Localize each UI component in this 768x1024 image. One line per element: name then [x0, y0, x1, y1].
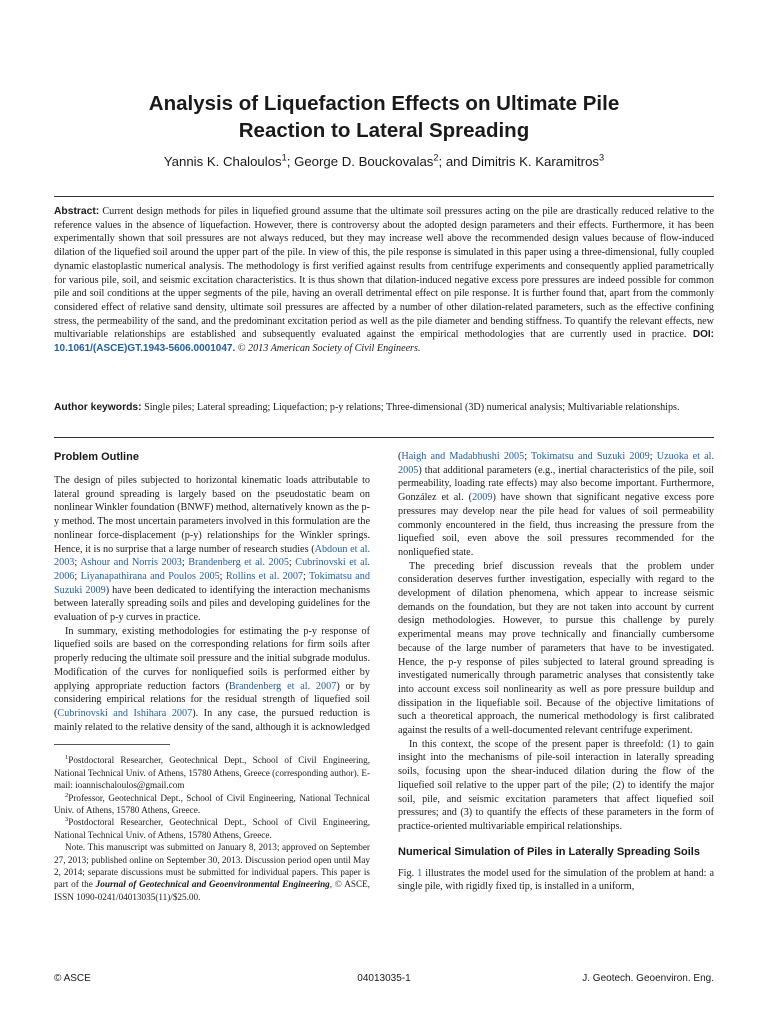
- author-3: and Dimitris K. Karamitros: [445, 154, 600, 169]
- paragraph-text: ) that additional parameters (e.g., inertial characteristics of the pile, soil permeability, loading rate effects) may also become important. Furthermore, González et al. (: [398, 464, 714, 504]
- section-heading-problem-outline: Problem Outline: [54, 451, 139, 463]
- author-1: Yannis K. Chaloulos: [163, 154, 282, 169]
- author-2: George D. Bouckovalas: [294, 154, 434, 169]
- citation[interactable]: Uzuoka et al. 2005: [398, 451, 714, 476]
- paragraph-text: ) or by considering empirical relations for the residual strength of liquefied soil (: [54, 680, 370, 719]
- paragraph: In this context, the scope of the present paper is threefold: (1) to gain insight into the mechanisms of pile-soil interaction in laterally spreading soils, focusing upon the shear-induced dilation during the flow of the liquefied soil relative to the upper part of the pile; (2) to identify the major soil, pile, and seismic excitation parameters that affect liquefied soil pressures; and (3) to quantify the effects of these parameters in the form of practice-oriented multivariable empirical relationships.: [398, 738, 714, 832]
- paragraph-text: ) have shown that significant negative excess pore pressures may develop near the pile head for values of soil permeability commonly encountered in the field, thus increasing the pressure from the liquefied soil, even above the soil pressures recommended for the nonliquefied state.: [398, 492, 715, 558]
- note-text: , © ASCE, ISSN 1090-0241/04013035(11)/$25.00.: [54, 879, 370, 902]
- citation[interactable]: Tokimatsu and Suzuki 2009: [531, 451, 650, 462]
- citation[interactable]: Brandenberg et al. 2007: [228, 680, 337, 692]
- citation[interactable]: Brandenberg et al. 2005: [188, 557, 289, 569]
- paragraph-text: Fig.: [398, 867, 418, 879]
- citation[interactable]: Rollins et al. 2007: [225, 570, 304, 582]
- citation[interactable]: Liyanapathirana and Poulos 2005: [80, 570, 220, 582]
- figure-reference[interactable]: 1: [417, 867, 423, 879]
- author-1-affil: 1: [281, 152, 287, 163]
- citation[interactable]: Tokimatsu and Suzuki 2009: [54, 570, 370, 596]
- footnote-1: $^1$Postdoctoral Researcher, Geotechnical Dept., School of Civil Engineering, National Technical Univ. of Athens, 15780 Athens, Greece (corresponding author). E-mail: ioannischaloulos@gmail.com: [54, 754, 370, 791]
- footer-page-id: 04013035-1: [357, 973, 411, 984]
- author-keywords: [54, 401, 714, 415]
- footnote-3: $^3$Postdoctoral Researcher, Geotechnical Dept., School of Civil Engineering, National Technical Univ. of Athens, 15780 Athens, Greece.: [54, 816, 370, 840]
- abstract-label: Abstract:: [54, 206, 100, 217]
- citation[interactable]: Abdoun et al. 2003: [54, 543, 370, 569]
- paragraph-text: In summary, existing methodologies for estimating the p-y response of liquefied soils are based on the corresponding relations for firm soils after properly reducing the ultimate soil pressure and the initial subgrade modulus. Modification of the curves for nonliquefied soils is performed either by applying appropriate reduction factors (: [54, 625, 370, 692]
- paragraph: The preceding brief discussion reveals that the problem under consideration deserves further investigation, especially with regard to the development of dilation phenomena, which appear to increase seismic demands on the foundation, but they are not taken into account by current design methodologies. However, to pursue this challenge by purely experimental means may prove technically and financially cumbersome because of the large number of parameters that have to be investigated. Hence, the p-y response of piles subjected to lateral ground spreading is investigated numerically through parametric analyses that consistently take into account excess soil nonlinearity as well as pore pressure buildup and dissipation in the liquefiable soil. Because of the objective limitations of such a theoretical approach, the numerical methodology is first calibrated against the results of a well-documented relevant centrifuge experiment.: [398, 560, 714, 737]
- right-column: [398, 450, 714, 894]
- abstract: [54, 205, 714, 356]
- left-column: [54, 450, 370, 903]
- author-separator: ;: [438, 154, 446, 169]
- author-list: [60, 153, 708, 171]
- author-2-affil: 2: [433, 152, 439, 163]
- paragraph-text: illustrates the model used for the simulation of the problem at hand: a single pile, with rigidly fixed tip, is installed in a uniform,: [398, 867, 715, 893]
- author-separator: ;: [286, 154, 295, 169]
- footnote-2: $^2$Professor, Geotechnical Dept., School of Civil Engineering, National Technical Univ. of Athens, 15780 Athens, Greece.: [54, 791, 370, 815]
- section-heading-numerical-simulation: Numerical Simulation of Piles in Laterally Spreading Soils: [398, 845, 700, 858]
- manuscript-note: [54, 841, 370, 903]
- title-line-2: Reaction to Lateral Spreading: [238, 119, 530, 142]
- keywords-text: Single piles; Lateral spreading; Liquefaction; p-y relations; Three-dimensional (3D) numerical analysis; Multivariable relationships.: [141, 402, 680, 413]
- copyright-notice: © 2013 American Society of Civil Engineers.: [235, 343, 421, 355]
- paragraph-text: ) have been dedicated to identifying the interaction mechanisms between laterally spreading soils and piles and developing guidelines for the evaluation of p-y curves in practice.: [54, 584, 370, 624]
- paragraph-text: (: [398, 451, 402, 462]
- paragraph: [54, 625, 370, 735]
- doi-link[interactable]: 10.1061/(ASCE)GT.1943-5606.0001047.: [54, 343, 236, 355]
- title-line-1: Analysis of Liquefaction Effects on Ultimate Pile: [148, 92, 620, 115]
- footnote-text: Postdoctoral Researcher, Geotechnical Dept., School of Civil Engineering, National Technical Univ. of Athens, 15780 Athens, Greece.: [54, 817, 370, 840]
- paragraph-text: ). In any case, the pursued reduction is mainly related to the relative density of the sand, although it is acknowledged: [54, 707, 371, 733]
- paragraph: The design of piles subjected to horizontal kinematic loads attributable to lateral ground spreading is largely based on the pseudostatic beam on nonlinear Winkler foundation (BNWF) method, alternatively known as the p-y method. The most uncertain parameters involved in this formulation are the nonlinear force-displacement (p-y) relationships for the Winkler springs. Hence, it is no surprise that a large number of research studies (Abdoun et al. 2003; Ashour and Norris 2003; Brandenberg et al. 2005; Cubrinovski et al. 2006; Liyanapathirana and Poulos 2005; Rollins et al. 2007; Tokimatsu and Suzuki 2009) have been dedicated to identifying the interaction mechanisms between laterally spreading soils and piles and developing guidelines for the evaluation of p-y curves in practice.: [54, 475, 370, 624]
- keywords-label: Author keywords:: [54, 402, 142, 413]
- doi-label: DOI:: [686, 329, 715, 341]
- paragraph-text: The design of piles subjected to horizontal kinematic loads attributable to lateral ground spreading is largely based on the pseudostatic beam on nonlinear Winkler foundation (BNWF) method, alternatively known as the p-y method. The most uncertain parameters involved in this formulation are the nonlinear force-displacement (p-y) relationships for the Winkler springs. Hence, it is no surprise that a large number of research studies (: [54, 475, 370, 555]
- paragraph: (Haigh and Madabhushi 2005; Tokimatsu and Suzuki 2009; Uzuoka et al. 2005) that additional parameters (e.g., inertial characteristics of the pile, soil permeability, loading rate effects) may also become important. Furthermore, González et al. (2009) have shown that significant negative excess pore pressures may develop near the pile head for values of soil permeability commonly encountered in the field, thus increasing the pressure from the liquefied soil, even above the soil pressures recommended for the nonliquefied state.: [398, 451, 715, 558]
- footnote-rule: [54, 744, 170, 745]
- footnote-text: Postdoctoral Researcher, Geotechnical Dept., School of Civil Engineering, National Technical Univ. of Athens, 15780 Athens, Greece (corresponding author). E-mail: ioannischaloulos@gmail.com: [54, 755, 370, 791]
- paper-title: [60, 90, 708, 144]
- paragraph: [398, 867, 714, 894]
- footer-copyright: © ASCE: [54, 973, 91, 984]
- citation[interactable]: 2009: [472, 492, 493, 504]
- keywords-rule: [54, 437, 714, 438]
- header-rule: [54, 196, 714, 197]
- footer-journal: J. Geotech. Geoenviron. Eng.: [582, 973, 714, 984]
- citation[interactable]: Ashour and Norris 2003: [80, 557, 182, 569]
- citation[interactable]: Haigh and Madabhushi 2005: [401, 451, 525, 462]
- citation[interactable]: Cubrinovski et al. 2006: [54, 557, 370, 582]
- note-text: Note. This manuscript was submitted on January 8, 2013; approved on September 27, 2013; published online on September 30, 2013. Discussion period open until May 2, 2014; separate discussions must be submitted for individual papers. This paper is part of the: [54, 842, 370, 890]
- abstract-text: Current design methods for piles in liquefied ground assume that the ultimate soil pressures acting on the pile are drastically reduced relative to the reference values in the absence of liquefaction. However, there is controversy about the adopted design parameters and their effects. Furthermore, it has been experimentally shown that soil pressures are not always reduced, but they may increase well above the recommended design values because of flow-induced dilation of the liquefied soil around the upper part of the pile. In view of this, the pile response is simulated in this paper using a three-dimensional, fully coupled dynamic elastoplastic numerical analysis. The methodology is first verified against results from centrifuge experiments and consequently applied parametrically for various pile, soil, and seismic excitation characteristics. It is thus shown that dilation-induced negative excess pore pressures are indeed possible for common pile and soil conditions at the upper segments of the pile, having an overall detrimental effect on pile response. It is further found that, apart from the commonly considered effect of relative sand density, ultimate soil pressures are affected by a number of other dilation-related parameters, such as the effective confining stress, the permeability of the sand, and the predominant excitation period as well as the pile diameter and bending stiffness. To quantify the relevant effects, new multivariable relationships are established and subsequently evaluated against the empirical methodologies that are currently used in practice.: [54, 206, 714, 341]
- citation[interactable]: Cubrinovski and Ishihara 2007: [57, 707, 193, 719]
- journal-name: Journal of Geotechnical and Geoenvironmental Engineering: [95, 879, 330, 890]
- footnote-text: Professor, Geotechnical Dept., School of Civil Engineering, National Technical Univ. of Athens, 15780 Athens, Greece.: [54, 792, 370, 815]
- author-3-affil: 3: [599, 152, 605, 163]
